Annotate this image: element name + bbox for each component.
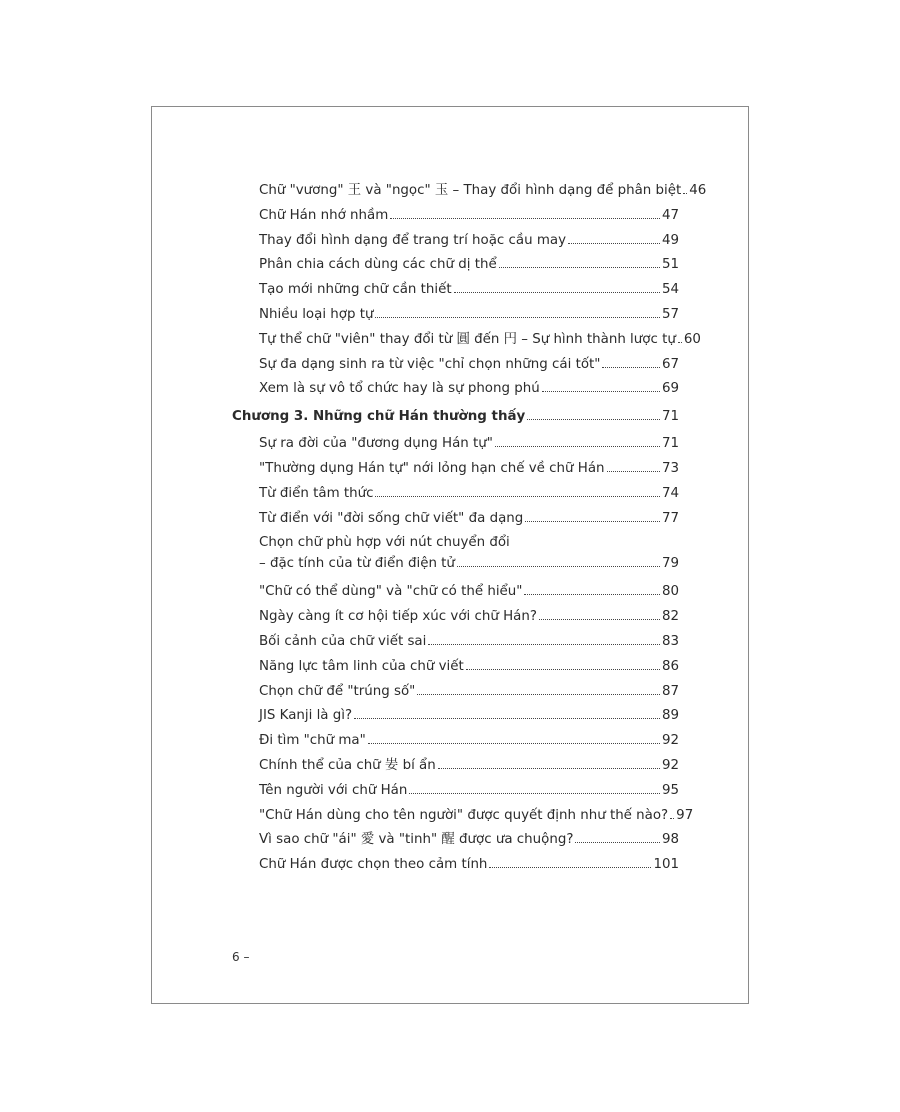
dot-leader [602,367,660,368]
toc-entry [232,460,679,485]
entry-page: 60 [683,331,701,347]
entry-line-2: – đặc tính của từ điển điện tử [259,556,455,572]
entry-page: 67 [661,356,679,372]
toc-entry [232,232,679,257]
toc-entry [232,182,707,207]
dot-leader [568,243,660,244]
toc-entry [232,683,679,708]
entry-line-1: Chọn chữ phù hợp với nút chuyển đổi [259,535,510,551]
entry-title: Tự thể chữ "viên" thay đổi từ 圓 đến 円 – Sự hình thành lược tự [259,331,676,347]
toc-entry [232,510,679,535]
entry-title: Năng lực tâm linh của chữ viết [259,658,464,674]
entry-title: Bối cảnh của chữ viết sai [259,633,427,649]
chapter-page: 71 [661,409,679,425]
entry-page: 82 [661,609,679,625]
toc-entry [232,782,679,807]
entry-page: 71 [661,436,679,452]
table-of-contents [232,182,707,881]
entry-page: 92 [661,757,679,773]
entry-page: 95 [661,782,679,798]
entry-page: 97 [676,807,694,823]
entry-title: Chữ "vương" 王 và "ngọc" 玉 – Thay đổi hình dạng để phân biệt [259,183,682,198]
dot-leader [368,743,660,744]
dot-leader [499,267,660,268]
dot-leader [575,842,660,843]
dot-leader [489,867,651,868]
toc-group-c [232,583,694,881]
entry-title: Xem là sự vô tổ chức hay là sự phong phú [259,381,540,397]
entry-title: Thay đổi hình dạng để trang trí hoặc cầu may [259,232,567,248]
toc-entry [232,732,679,757]
chapter-title: Chương 3. Những chữ Hán thường thấy [232,409,526,425]
toc-entry [232,485,679,510]
toc-entry [232,658,679,683]
page-footer-number: 6 – [232,950,250,964]
entry-title: Vì sao chữ "ái" 愛 và "tinh" 醒 được ưa chuộng? [259,832,574,848]
toc-entry [232,856,679,881]
entry-title: Sự đa dạng sinh ra từ việc "chỉ chọn những cái tốt" [259,356,601,372]
entry-page: 98 [661,832,679,848]
toc-entry [232,281,679,306]
entry-title: Nhiều loại hợp tự [259,306,374,322]
entry-title: Từ điển tâm thức [259,485,374,501]
entry-page: 83 [661,633,679,649]
dot-leader [375,496,659,497]
entry-page: 54 [661,282,679,298]
entry-page: 79 [661,556,679,572]
toc-entry [232,757,679,782]
dot-leader [466,669,660,670]
entry-page: 77 [661,510,679,526]
toc-group-b [232,435,679,534]
entry-page: 57 [661,306,679,322]
dot-leader [539,619,660,620]
entry-title: Tên người với chữ Hán [259,782,408,798]
entry-title: JIS Kanji là gì? [259,708,353,724]
toc-entry [232,583,679,608]
book-page [151,106,749,1004]
dot-leader [683,193,687,194]
dot-leader [527,419,660,420]
entry-page: 89 [661,708,679,724]
entry-page: 92 [661,733,679,749]
dot-leader [417,694,660,695]
entry-page: 73 [661,460,679,476]
toc-entry [232,435,679,460]
entry-title: Ngày càng ít cơ hội tiếp xúc với chữ Hán? [259,609,537,625]
toc-entry [232,256,679,281]
entry-title: Đi tìm "chữ ma" [259,733,366,749]
toc-entry [232,306,679,331]
entry-page: 47 [661,207,679,223]
dot-leader [390,218,660,219]
dot-leader [428,644,660,645]
toc-entry [232,707,679,732]
dot-leader [670,818,674,819]
dot-leader [525,521,660,522]
entry-title: "Chữ có thể dùng" và "chữ có thể hiểu" [259,584,523,600]
dot-leader [524,594,660,595]
dot-leader [454,292,660,293]
toc-entry [232,331,701,356]
dot-leader [438,768,660,769]
entry-title: Tạo mới những chữ cần thiết [259,282,452,298]
entry-title: Sự ra đời của "đương dụng Hán tự" [259,436,493,452]
entry-page: 46 [689,183,707,198]
entry-page: 80 [661,584,679,600]
entry-page: 87 [661,683,679,699]
dot-leader [457,566,660,567]
entry-page: 69 [661,381,679,397]
dot-leader [495,446,660,447]
entry-page: 74 [661,485,679,501]
toc-entry [232,207,679,232]
toc-entry [232,831,679,856]
entry-title: "Chữ Hán dùng cho tên người" được quyết định như thế nào? [259,807,669,823]
dot-leader [354,718,660,719]
entry-page: 51 [661,257,679,273]
dot-leader [678,342,682,343]
toc-chapter-3 [232,408,679,435]
dot-leader [375,317,659,318]
entry-title: Chọn chữ để "trúng số" [259,683,416,699]
toc-entry-multiline [232,534,679,580]
toc-entry [232,608,679,633]
dot-leader [542,391,660,392]
toc-entry [232,807,694,832]
entry-page: 49 [661,232,679,248]
dot-leader [409,793,660,794]
entry-line-2-row [259,555,679,580]
toc-entry [232,356,679,381]
dot-leader [607,471,660,472]
entry-title: Phân chia cách dùng các chữ dị thể [259,257,497,273]
entry-page: 86 [661,658,679,674]
entry-title: Từ điển với "đời sống chữ viết" đa dạng [259,510,524,526]
entry-title: Chính thể của chữ 妛 bí ẩn [259,757,436,773]
toc-entry [232,633,679,658]
toc-entry [232,380,679,405]
entry-title: Chữ Hán được chọn theo cảm tính [259,857,488,873]
entry-title: "Thường dụng Hán tự" nới lỏng hạn chế về chữ Hán [259,460,605,476]
entry-page: 101 [653,857,679,873]
toc-group-a [232,182,707,405]
entry-title: Chữ Hán nhớ nhầm [259,207,389,223]
